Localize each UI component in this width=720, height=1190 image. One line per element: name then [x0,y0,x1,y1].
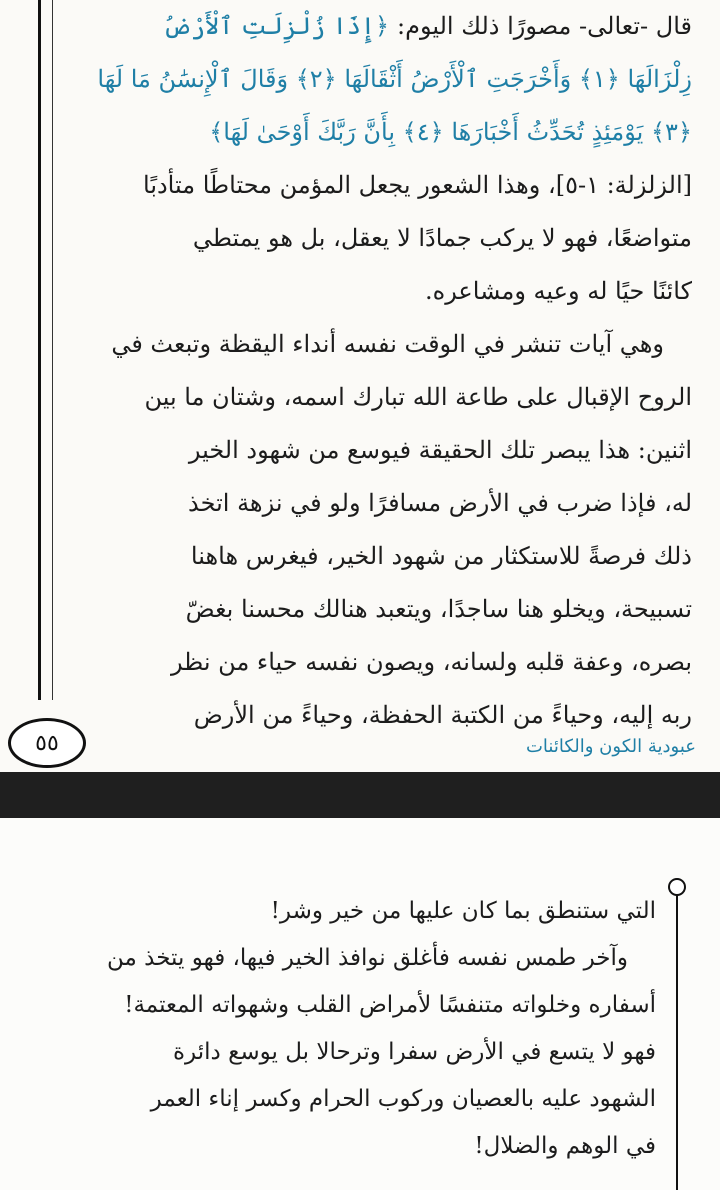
page-number: ٥٥ [8,718,86,768]
text-line: التي ستنطق بما كان عليها من خير وشر! [270,898,656,924]
page-separator [0,772,720,818]
page-frame-rule-inner [52,0,53,700]
text-line: تسبيحة، ويخلو هنا ساجدًا، ويتعبد هنالك محسنا بغضّ [185,595,692,623]
text-line: بصره، وعفة قلبه ولسانه، ويصون نفسه حياء من نظر [170,648,692,676]
text-line: أسفاره وخلواته متنفسًا لأمراض القلب وشهواته المعتمة! [124,992,656,1018]
text-line: الشهود عليه بالعصيان وركوب الحرام وكسر إناء العمر [150,1086,656,1112]
text-line: في الوهم والضلال! [474,1133,656,1159]
text-line: متواضعًا، فهو لا يركب جمادًا لا يعقل، بل هو يمتطي [192,224,692,252]
top-page-text [82,0,692,742]
text-line: وهي آيات تنشر في الوقت نفسه أنداء اليقظة وتبعث في [111,330,664,358]
text-line: كائنًا حيًا له وعيه ومشاعره. [424,277,692,305]
running-footer: عبودية الكون والكائنات [525,736,696,757]
page-frame-rule [38,0,41,700]
text-line: قال -تعالى- مصورًا ذلك اليوم: ﴿إِذَا زُلْزِلَتِ ٱلْأَرْضُ [162,12,692,40]
bottom-page-text [90,888,656,1170]
text-line: وآخر طمس نفسه فأغلق نوافذ الخير فيها، فهو يتخذ من [107,945,628,971]
page-frame-rule [676,890,678,1190]
text-line: [الزلزلة: ١-٥]، وهذا الشعور يجعل المؤمن محتاطًا متأدبًا [143,171,692,199]
text-line: له، فإذا ضرب في الأرض مسافرًا ولو في نزهة اتخذ [188,489,692,517]
quran-line: زِلْزَالَهَا ﴿١﴾ وَأَخْرَجَتِ ٱلْأَرْضُ أَثْقَالَهَا ﴿٢﴾ وَقَالَ ٱلْإِنسَٰنُ مَا لَهَا [97,65,692,93]
text-line: فهو لا يتسع في الأرض سفرا وترحالا بل يوسع دائرة [173,1039,656,1065]
text-line: اثنين: هذا يبصر تلك الحقيقة فيوسع من شهود الخير [188,436,692,464]
frame-ring-ornament [668,878,686,896]
quran-line: ﴿٣﴾ يَوْمَئِذٍ تُحَدِّثُ أَخْبَارَهَا ﴿٤﴾ بِأَنَّ رَبَّكَ أَوْحَىٰ لَهَا﴾ [209,118,692,146]
text-line: ربه إليه، وحياءً من الكتبة الحفظة، وحياءً من الأرض [193,701,692,729]
text-line: الروح الإقبال على طاعة الله تبارك اسمه، وشتان ما بين [144,383,692,411]
text-line: ذلك فرصةً للاستكثار من شهود الخير، فيغرس هاهنا [190,542,692,570]
